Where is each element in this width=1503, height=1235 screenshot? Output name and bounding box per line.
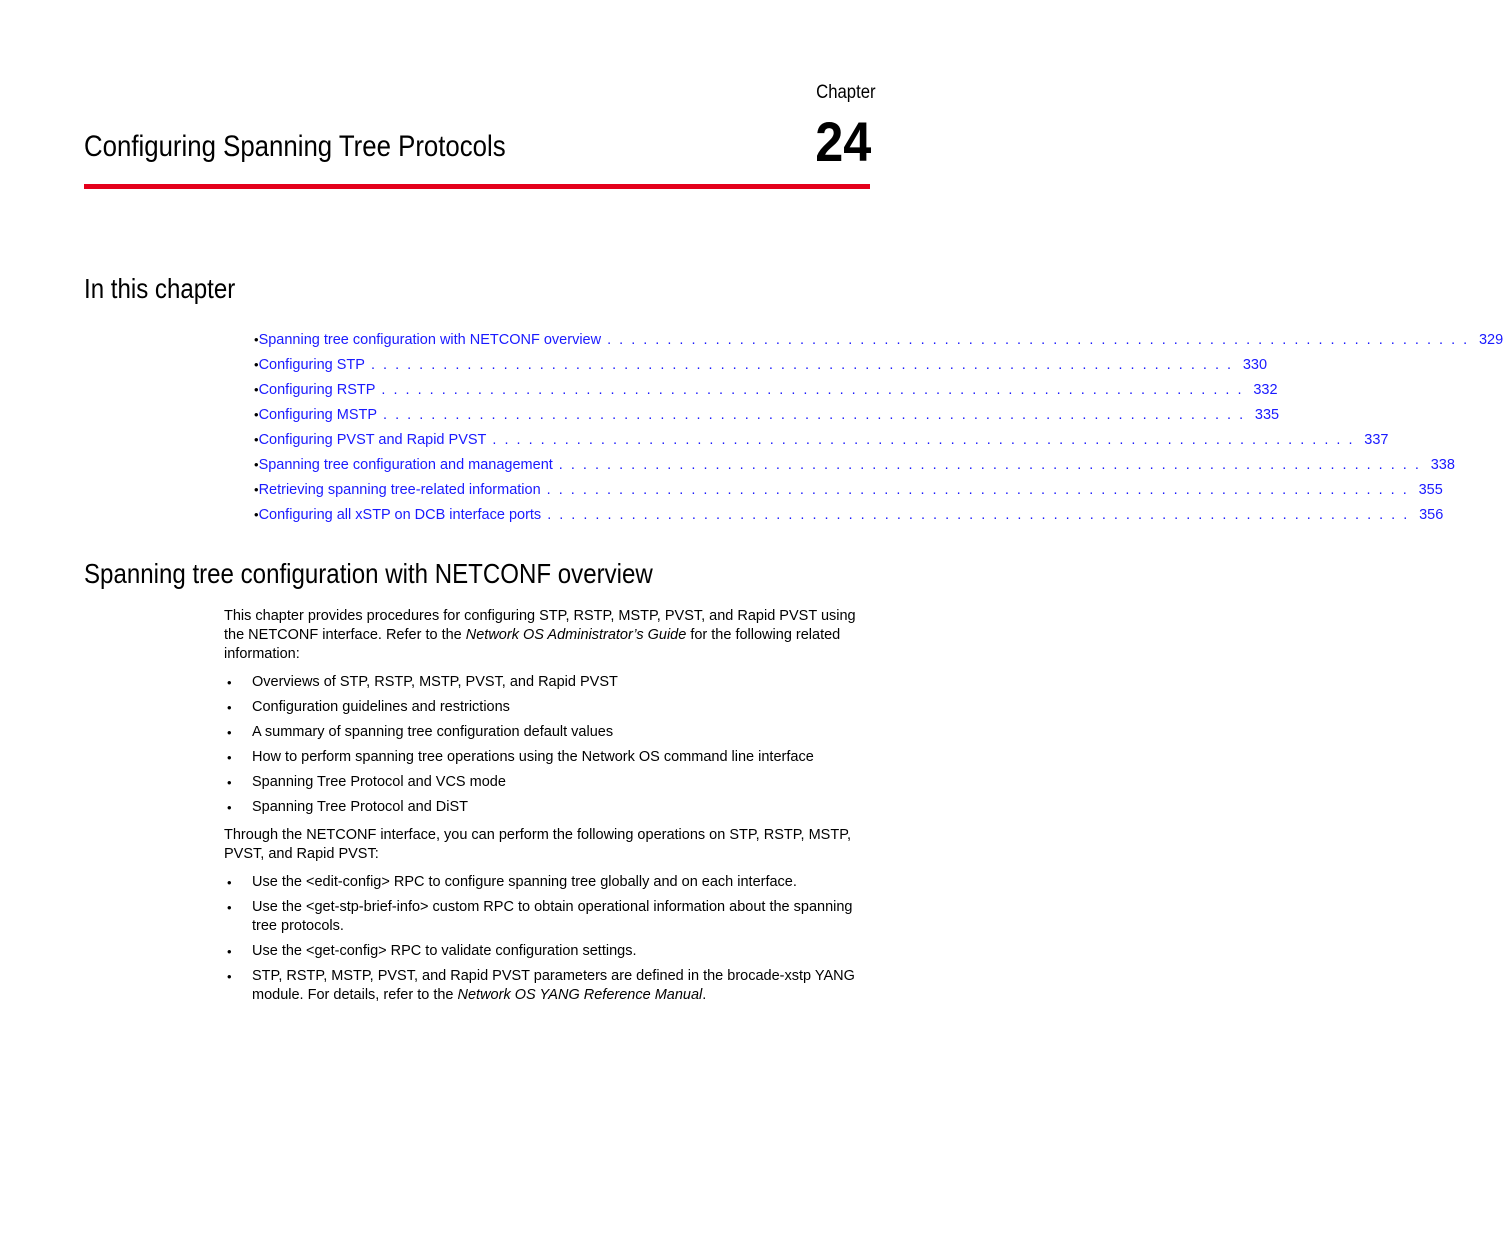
chapter-label: Chapter (816, 82, 876, 103)
bullet-icon: • (227, 800, 232, 815)
bullet-icon: • (227, 700, 232, 715)
chapter-number: 24 (814, 110, 871, 173)
bullet-icon: • (227, 775, 232, 790)
toc-link[interactable]: Retrieving spanning tree-related information . . . 355 (259, 480, 1443, 500)
bullet-icon: • (254, 382, 259, 397)
yang-manual-reference: Network OS YANG Reference Manual (457, 987, 703, 1003)
list-item: • Use the <edit-config> RPC to configure spanning tree globally and on each interface. (227, 874, 797, 890)
netconf-operations-list (224, 873, 874, 1011)
admin-guide-reference: Network OS Administrator’s Guide (465, 627, 687, 643)
toc-link[interactable]: Spanning tree configuration with NETCONF overview . . . 329 (259, 330, 1503, 350)
toc-entry (254, 380, 1278, 405)
bullet-icon: • (254, 357, 259, 372)
list-item: • Spanning Tree Protocol and DiST (227, 799, 469, 815)
bullet-icon: • (227, 750, 232, 765)
bullet-icon: • (254, 482, 259, 497)
bullet-icon: • (227, 675, 232, 690)
chapter-toc (254, 330, 1503, 530)
list-item: • Spanning Tree Protocol and VCS mode (227, 774, 506, 790)
list-item: • Configuration guidelines and restrictions (227, 699, 510, 715)
overview-intro-paragraph: This chapter provides procedures for configuring STP, RSTP, MSTP, PVST, and Rapid PVST using the NETCONF interface. Refer to the Network OS Administrator’s Guide for the following related information: (224, 608, 856, 662)
list-item: • A summary of spanning tree configuration default values (227, 724, 614, 740)
toc-link[interactable]: Configuring PVST and Rapid PVST . . . 337 (259, 430, 1389, 450)
bullet-icon: • (254, 432, 259, 447)
toc-link[interactable]: Configuring STP . . . 330 (259, 355, 1267, 375)
toc-entry (254, 455, 1455, 480)
toc-link[interactable]: Configuring RSTP . . . 332 (259, 380, 1278, 400)
toc-entry (254, 430, 1389, 455)
bullet-icon: • (227, 875, 232, 890)
toc-link[interactable]: Spanning tree configuration and management . . . 338 (259, 455, 1455, 475)
in-this-chapter-heading: In this chapter (84, 273, 236, 304)
list-item: • Overviews of STP, RSTP, MSTP, PVST, and Rapid PVST (227, 674, 618, 690)
bullet-icon: • (227, 944, 232, 959)
toc-entry (254, 405, 1280, 430)
list-item: • How to perform spanning tree operations using the Network OS command line interface (227, 749, 814, 765)
netconf-operations-paragraph: Through the NETCONF interface, you can perform the following operations on STP, RSTP, MSTP, PVST, and Rapid PVST: (224, 827, 852, 862)
bullet-icon: • (227, 969, 232, 984)
toc-link[interactable]: Configuring MSTP . . . 335 (259, 405, 1280, 425)
list-item: • Use the <get-config> RPC to validate configuration settings. (227, 943, 637, 959)
bullet-icon: • (254, 457, 259, 472)
bullet-icon: • (227, 725, 232, 740)
bullet-icon: • (227, 900, 232, 915)
overview-heading: Spanning tree configuration with NETCONF overview (84, 558, 653, 589)
toc-entry (254, 330, 1503, 355)
related-info-list (224, 673, 874, 823)
toc-link[interactable]: Configuring all xSTP on DCB interface ports . . . 356 (259, 505, 1444, 525)
bullet-icon: • (254, 407, 259, 422)
bullet-icon: • (254, 332, 259, 347)
list-item: • Use the <get-stp-brief-info> custom RPC to obtain operational information about the spanning tree protocols. (227, 899, 853, 934)
bullet-icon: • (254, 507, 259, 522)
chapter-title: Configuring Spanning Tree Protocols (84, 130, 506, 163)
toc-entry (254, 355, 1268, 380)
chapter-title-rule (84, 184, 870, 189)
list-item: • STP, RSTP, MSTP, PVST, and Rapid PVST parameters are defined in the brocade-xstp YANG module. For details, refer to the Network OS YANG Reference Manual. (227, 968, 855, 1003)
toc-entry (254, 480, 1443, 505)
toc-entry (254, 505, 1444, 530)
